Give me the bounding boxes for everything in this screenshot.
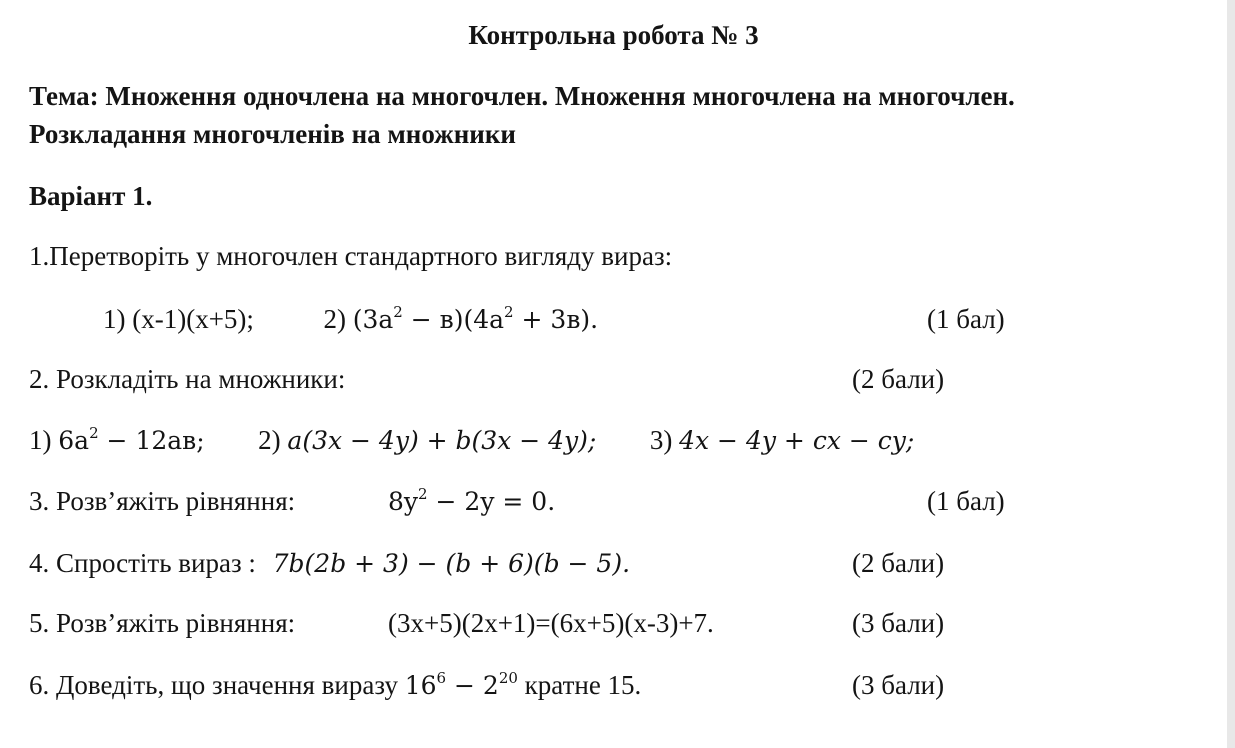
task-4-expression: 7b(2b + 3) − (b + 6)(b − 5). [272,549,631,578]
task-1-points: (1 бал) [927,304,1005,334]
task-3-points: (1 бал) [927,486,1005,516]
document-title: Контрольна робота № 3 [468,20,759,50]
task-4-text: 4. Спростіть вираз : 7b(2b + 3) − (b + 6)(b − 5). [29,548,631,578]
task-1-text: 1.Перетворіть у многочлен стандартного вигляду вираз: [29,241,673,271]
window-edge [1227,0,1235,748]
task-2-sub-3: 3) 4x − 4y + cx − cy; [649,425,915,455]
task-6-points: (3 бали) [852,670,945,700]
task-3-equation: $8y^2 - 2y = 0$. [388,484,556,516]
topic-line-2: Розкладання многочленів на множники [29,119,516,149]
task-5-text: 5. Розв’яжіть рівняння: [29,608,296,638]
task-4-points: (2 бали) [852,548,945,578]
task-2-points: (2 бали) [852,364,945,394]
variant-heading: Варіант 1. [29,181,153,211]
task-6-expression: $16^6 - 2^{20}$ [404,668,518,700]
topic-line-1: Тема: Множення одночлена на многочлен. Множення многочлена на многочлен. [29,81,1015,111]
task-3-text: 3. Розв’яжіть рівняння: [29,486,296,516]
task-1-subitems [103,303,598,336]
task-1-sub-2: 2) $(3a^2 - в)(4a^2 + 3в)$. [323,302,599,334]
task-5-equation: (3x+5)(2x+1)=(6x+5)(x-3)+7. [388,608,714,638]
task-1-sub-1: 1) (x-1)(x+5); [103,304,254,334]
task-5-points: (3 бали) [852,608,945,638]
task-2-sub-2: 2) a(3x − 4y) + b(3x − 4y); [258,425,597,455]
task-2-text: 2. Розкладіть на множники: [29,364,346,394]
task-6-text: 6. Доведіть, що значення виразу $16^6 - 2^{20}$ кратне 15. [29,668,642,700]
task-2-subitems [29,424,914,457]
task-2-sub-1: 1) $6a^2 - 12ав$; [29,423,205,455]
